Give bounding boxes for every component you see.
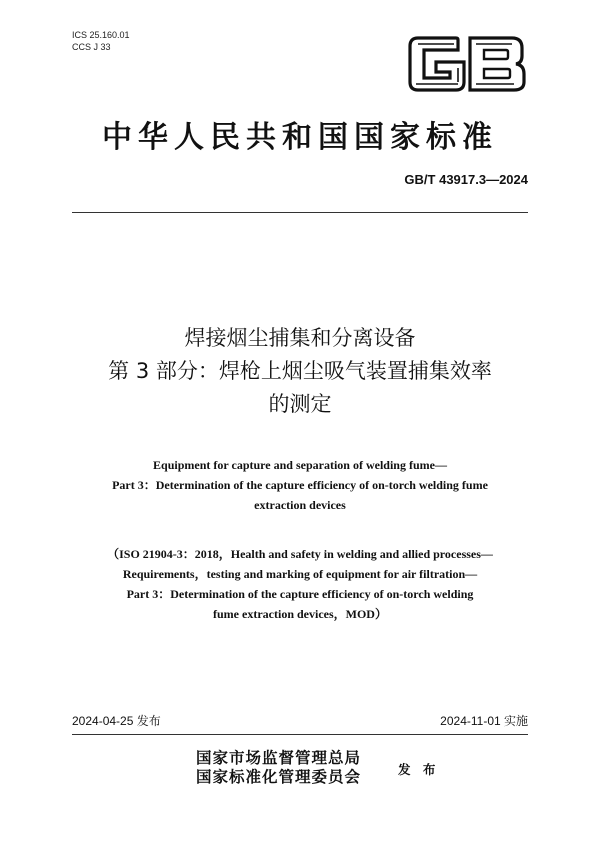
chinese-title-line-2: 第 3 部分：焊枪上烟尘吸气装置捕集效率 xyxy=(108,359,492,383)
publish-label: 发 布 xyxy=(398,762,440,777)
implementation-date: 2024-11-01 实施 xyxy=(440,714,528,728)
ics-code: ICS 25.160.01 xyxy=(72,30,130,40)
chinese-title-line-1: 焊接烟尘捕集和分离设备 xyxy=(184,326,416,350)
country-standard-title: 中华人民共和国国家标准 xyxy=(102,120,498,155)
ccs-code: CCS J 33 xyxy=(72,42,111,52)
iso-reference-line-1: （ISO 21904-3：2018，Health and safety in welding and allied processes— xyxy=(107,547,493,561)
classification-codes xyxy=(72,29,130,53)
iso-reference-line-4: fume extraction devices，MOD） xyxy=(213,607,387,621)
issue-date: 2024-04-25 发布 xyxy=(72,714,161,728)
english-title-line-1: Equipment for capture and separation of welding fume— xyxy=(153,458,447,472)
issuer-sac: 国家标准化管理委员会 xyxy=(196,767,362,786)
issuer-samr: 国家市场监督管理总局 xyxy=(196,748,362,767)
english-title-line-3: extraction devices xyxy=(254,498,346,512)
chinese-title xyxy=(0,322,600,421)
english-title-line-2: Part 3：Determination of the capture efficiency of on-torch welding fume xyxy=(112,478,488,492)
iso-reference-line-2: Requirements，testing and marking of equipment for air filtration— xyxy=(122,567,478,581)
chinese-title-line-3: 的测定 xyxy=(268,392,332,416)
iso-reference-line-3: Part 3：Determination of the capture efficiency of on-torch welding xyxy=(126,587,474,601)
issuing-organizations xyxy=(196,748,361,786)
footer-divider xyxy=(72,734,528,735)
gb-logo xyxy=(408,36,526,92)
standard-number: GB/T 43917.3—2024 xyxy=(404,172,528,187)
header-divider xyxy=(72,212,528,213)
iso-reference xyxy=(0,544,600,624)
english-title xyxy=(0,455,600,515)
